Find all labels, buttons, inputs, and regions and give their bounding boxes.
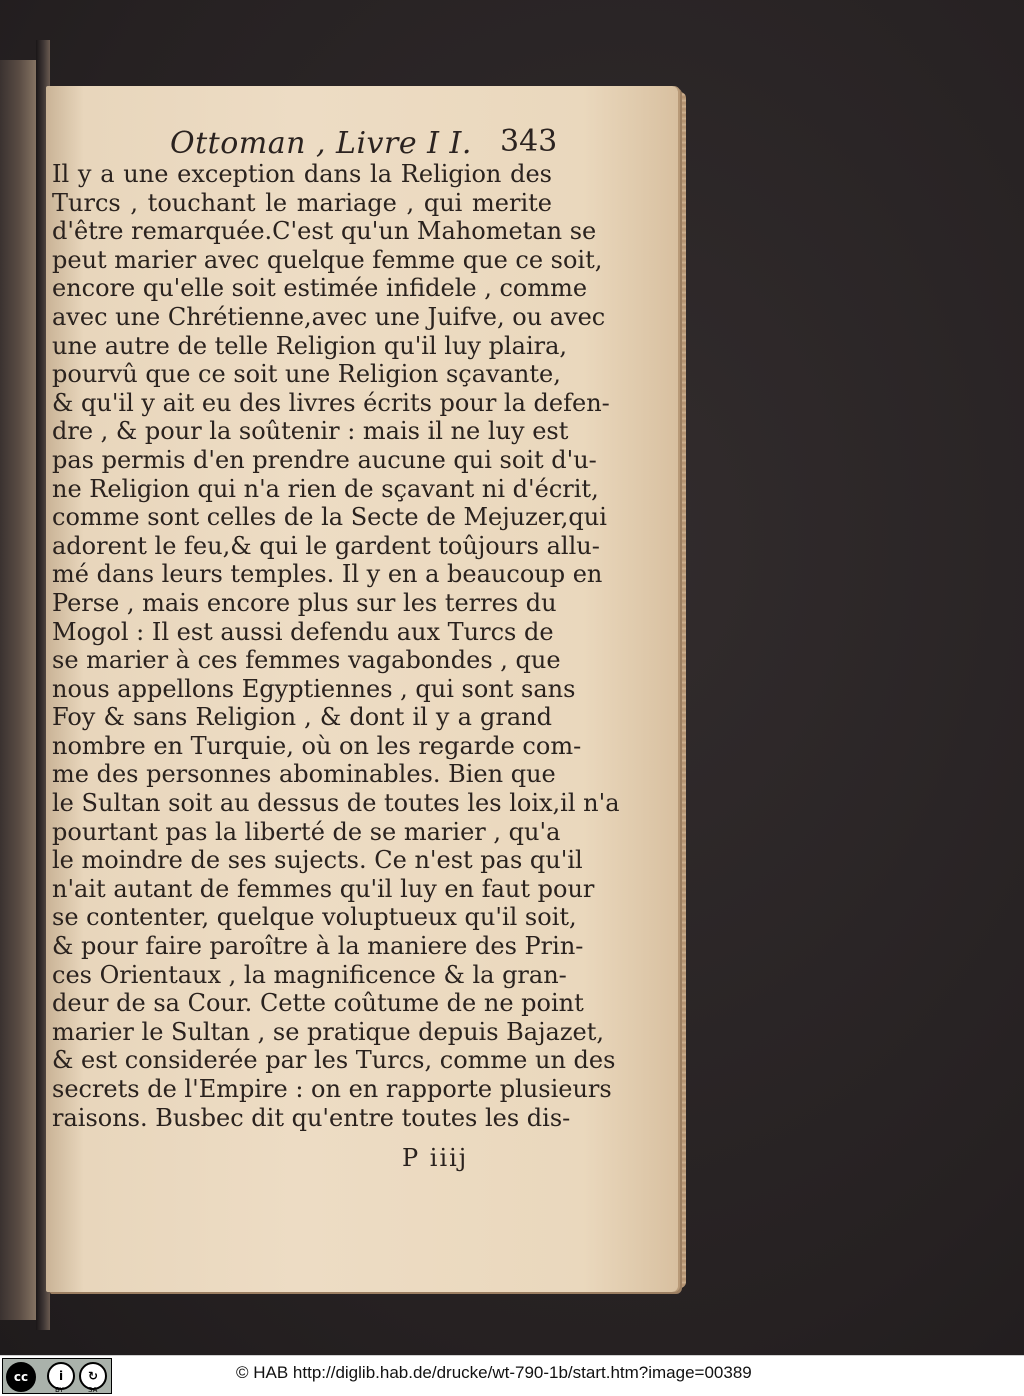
text-line: me des personnes abominables. Bien que bbox=[52, 760, 556, 789]
text-line: Mogol : Il est aussi defendu aux Turcs de bbox=[52, 617, 554, 646]
text-line: pourtant pas la liberté de se marier , qu'a bbox=[52, 817, 561, 846]
text-line: ne Religion qui n'a rien de sçavant ni d'écrit, bbox=[52, 474, 599, 503]
by-label: BY bbox=[55, 1386, 64, 1394]
text-line: d'être remarquée.C'est qu'un Mahometan se bbox=[52, 217, 597, 246]
text-line: n'ait autant de femmes qu'il luy en faut pour bbox=[52, 874, 595, 903]
text-line: pourvû que ce soit une Religion sçavante, bbox=[52, 360, 561, 389]
cc-icon: cc bbox=[6, 1362, 36, 1392]
text-line: se marier à ces femmes vagabondes , que bbox=[52, 646, 561, 675]
text-line: nombre en Turquie, où on les regarde com- bbox=[52, 731, 582, 760]
text-line: ces Orientaux , la magnificence & la gran- bbox=[52, 960, 567, 989]
footer-bar bbox=[0, 1355, 1024, 1396]
text-line: encore qu'elle soit estimée infidele , comme bbox=[52, 274, 588, 303]
text-line: & qu'il y ait eu des livres écrits pour la defen- bbox=[52, 388, 610, 417]
text-line: Turcs , touchant le mariage , qui merite bbox=[52, 188, 552, 217]
body-text bbox=[52, 160, 620, 1132]
text-line: adorent le feu,& qui le gardent toûjours allu- bbox=[52, 531, 600, 560]
text-line: pas permis d'en prendre aucune qui soit d'u- bbox=[52, 445, 597, 474]
text-line: une autre de telle Religion qu'il luy plaira, bbox=[52, 331, 568, 360]
text-line: se contenter, quelque voluptueux qu'il soit, bbox=[52, 903, 577, 932]
text-line: le moindre de ses sujects. Ce n'est pas qu'il bbox=[52, 846, 583, 875]
text-line: & est considerée par les Turcs, comme un des bbox=[52, 1046, 616, 1075]
text-line: peut marier avec quelque femme que ce soit, bbox=[52, 245, 603, 274]
text-line: avec une Chrétienne,avec une Juifve, ou avec bbox=[52, 302, 606, 331]
text-line: Perse , mais encore plus sur les terres du bbox=[52, 588, 557, 617]
text-line: & pour faire paroître à la maniere des Prin- bbox=[52, 932, 584, 961]
page-header bbox=[160, 120, 560, 164]
running-title: Ottoman , Livre I I. bbox=[170, 126, 472, 161]
text-line: Foy & sans Religion , & dont il y a grand bbox=[52, 703, 552, 732]
credit-link[interactable]: © HAB http://diglib.hab.de/drucke/wt-790-1b/start.htm?image=00389 bbox=[236, 1363, 752, 1382]
text-line: comme sont celles de la Secte de Mejuzer,qui bbox=[52, 503, 607, 532]
text-line: secrets de l'Empire : on en rapporte plusieurs bbox=[52, 1075, 612, 1103]
text-line: dre , & pour la soûtenir : mais il ne luy est bbox=[52, 417, 569, 446]
text-line: deur de sa Cour. Cette coûtume de ne point bbox=[52, 989, 584, 1018]
share-alike-icon: ↻ bbox=[79, 1362, 107, 1390]
text-line: nous appellons Egyptiennes , qui sont sans bbox=[52, 674, 576, 703]
cc-license-badge[interactable] bbox=[2, 1358, 112, 1394]
book-page bbox=[46, 86, 678, 1292]
text-line: Il y a une exception dans la Religion des bbox=[52, 160, 552, 188]
text-line: marier le Sultan , se pratique depuis Bajazet, bbox=[52, 1017, 604, 1046]
text-line: raisons. Busbec dit qu'entre toutes les dis- bbox=[52, 1103, 571, 1132]
attribution-icon: i bbox=[47, 1362, 75, 1390]
text-line: le Sultan soit au dessus de toutes les loix,il n'a bbox=[52, 789, 620, 818]
signature-mark: P iiij bbox=[402, 1144, 469, 1172]
sa-label: SA bbox=[88, 1386, 98, 1394]
page-number: 343 bbox=[500, 124, 558, 159]
text-line: mé dans leurs temples. Il y en a beaucoup en bbox=[52, 560, 603, 589]
